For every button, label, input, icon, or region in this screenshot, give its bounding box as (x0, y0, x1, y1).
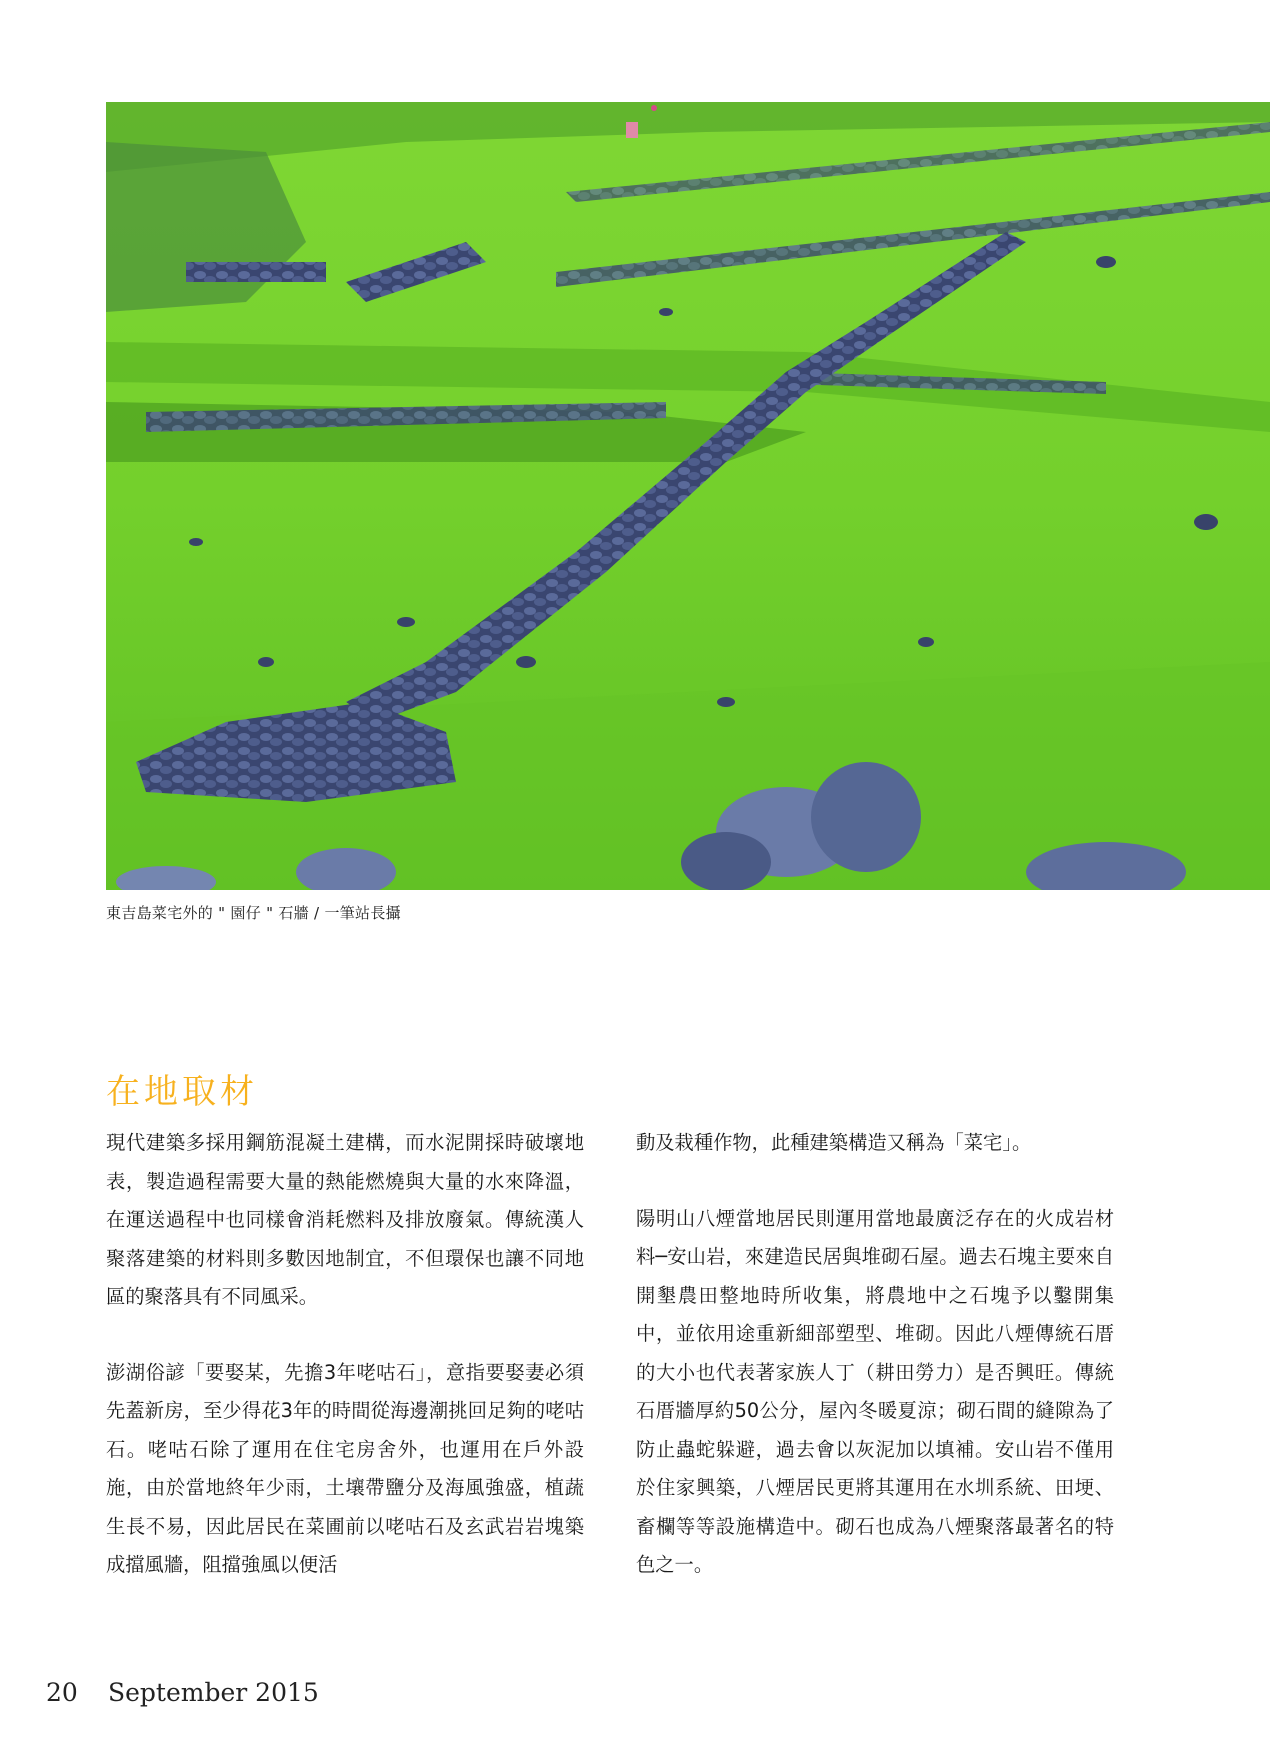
landscape-photo (106, 102, 1270, 890)
page-footer (46, 1678, 319, 1707)
page-number: 20 (46, 1678, 78, 1707)
paragraph: 澎湖俗諺「要娶某，先擔3年咾咕石」，意指要娶妻必須先蓋新房，至少得花3年的時間從海邊潮挑回足夠的咾咕石。咾咕石除了運用在住宅房舍外，也運用在戶外設施，由於當地終年少雨，土壤帶鹽分及海風強盛，植蔬生長不易，因此居民在菜圃前以咾咕石及玄武岩岩塊築成擋風牆，阻擋強風以便活 (106, 1360, 584, 1576)
paragraph: 動及栽種作物，此種建築構造又稱為「菜宅」。 (636, 1131, 1032, 1154)
article-column-right (636, 1124, 1114, 1622)
photo-caption: 東吉島菜宅外的 " 園仔 " 石牆 / 一筆站長攝 (106, 904, 401, 922)
paragraph: 現代建築多採用鋼筋混凝土建構，而水泥開採時破壞地表，製造過程需要大量的熱能燃燒與大量的水來降溫，在運送過程中也同樣會消耗燃料及排放廢氣。傳統漢人聚落建築的材料則多數因地制宜，不但環保也讓不同地區的聚落具有不同風采。 (106, 1131, 584, 1308)
article-column-left (106, 1124, 584, 1622)
section-title: 在地取材 (106, 1072, 258, 1113)
stone-wall-fields-image (106, 102, 1270, 890)
issue-date: September 2015 (108, 1678, 319, 1707)
paragraph: 陽明山八煙當地居民則運用當地最廣泛存在的火成岩材料─安山岩，來建造民居與堆砌石屋。過去石塊主要來自開墾農田整地時所收集，將農地中之石塊予以鑿開集中，並依用途重新細部塑型、堆砌。因此八煙傳統石厝的大小也代表著家族人丁（耕田勞力）是否興旺。傳統石厝牆厚約50公分，屋內冬暖夏涼；砌石間的縫隙為了防止蟲蛇躲避，過去會以灰泥加以填補。安山岩不僅用於住家興築，八煙居民更將其運用在水圳系統、田埂、畜欄等等設施構造中。砌石也成為八煙聚落最著名的特色之一。 (636, 1206, 1114, 1576)
